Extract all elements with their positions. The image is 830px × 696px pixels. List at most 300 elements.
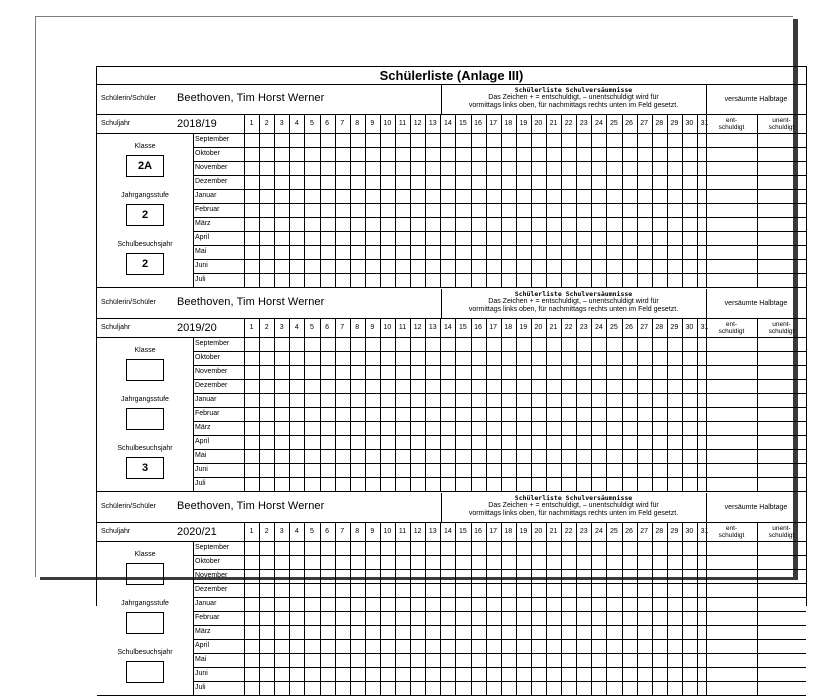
month-label: Dezember <box>195 586 228 593</box>
grid-line <box>350 114 351 287</box>
day-number: 15 <box>459 528 467 535</box>
day-number: 22 <box>564 528 573 535</box>
grid-line <box>193 231 806 232</box>
day-number: 26 <box>625 324 633 331</box>
student-label: Schülerin/Schüler <box>101 503 156 510</box>
grid-line <box>193 203 806 204</box>
day-number: 10 <box>383 120 392 127</box>
note-heading: Schülerliste Schulversäumnisse <box>514 290 633 298</box>
note-heading: Schülerliste Schulversäumnisse <box>514 86 633 94</box>
day-number: 22 <box>564 120 573 127</box>
grid-line <box>576 522 577 695</box>
day-number: 4 <box>294 528 299 535</box>
grid-line <box>304 114 305 287</box>
grid-line <box>706 85 707 287</box>
grid-line <box>320 522 321 695</box>
klasse-box[interactable] <box>126 359 164 381</box>
grid-line <box>193 667 806 668</box>
grid-line <box>486 522 487 695</box>
day-number: 3 <box>279 324 284 331</box>
day-number: 30 <box>685 324 694 331</box>
grid-line <box>425 114 426 287</box>
grid-line <box>757 114 758 287</box>
day-number: 7 <box>340 324 345 331</box>
day-number: 7 <box>340 528 345 535</box>
grid-line <box>304 522 305 695</box>
month-label: März <box>195 628 211 635</box>
klasse-label: Klasse <box>134 551 156 558</box>
day-number: 18 <box>504 528 513 535</box>
month-label: September <box>195 544 230 551</box>
day-number: 28 <box>655 528 664 535</box>
grid-line <box>193 463 806 464</box>
grid-line <box>637 522 638 695</box>
month-label: Juni <box>195 670 208 677</box>
grid-line <box>289 318 290 491</box>
day-number: 17 <box>489 120 498 127</box>
day-number: 1 <box>249 120 254 127</box>
grid-line <box>193 189 806 190</box>
note-line-1: Das Zeichen + = entschuldigt, – unentschuldigt wird für <box>488 298 659 305</box>
day-number: 25 <box>610 120 618 127</box>
day-number: 19 <box>519 528 528 535</box>
grid-line <box>193 435 806 436</box>
grid-line <box>380 522 381 695</box>
day-number: 17 <box>489 324 498 331</box>
month-label: Juli <box>195 684 206 691</box>
note-line-2: vormittags links oben, für nachmittags rechts unten im Feld gesetzt. <box>468 102 679 109</box>
day-number: 14 <box>443 324 452 331</box>
student-name: Beethoven, Tim Horst Werner <box>177 500 325 512</box>
grid-line <box>455 318 456 491</box>
month-label: Dezember <box>195 178 228 185</box>
day-number: 11 <box>398 528 407 535</box>
grid-line <box>193 393 806 394</box>
unentschuldigt-header: unent- schuldigt <box>768 525 795 539</box>
grid-line <box>289 522 290 695</box>
grid-line <box>395 522 396 695</box>
day-number: 16 <box>474 324 482 331</box>
schuljahr-value: 2019/20 <box>177 322 217 334</box>
month-label: Dezember <box>195 382 228 389</box>
grid-line <box>561 114 562 287</box>
note-line-1: Das Zeichen + = entschuldigt, – unentschuldigt wird für <box>488 94 659 101</box>
day-number: 5 <box>309 324 314 331</box>
schulbesuchsjahr-box[interactable]: 2 <box>126 253 164 275</box>
grid-line <box>395 318 396 491</box>
grid-line <box>706 289 707 491</box>
grid-line <box>193 583 806 584</box>
grid-line <box>320 318 321 491</box>
grid-line <box>193 421 806 422</box>
grid-line <box>193 245 806 246</box>
grid-line <box>193 259 806 260</box>
month-label: Januar <box>195 396 217 403</box>
grid-line <box>591 522 592 695</box>
grid-line <box>471 318 472 491</box>
grid-line <box>667 114 668 287</box>
grid-line <box>193 597 806 598</box>
month-label: April <box>195 642 210 649</box>
month-label: Juni <box>195 262 208 269</box>
day-number: 29 <box>670 120 679 127</box>
month-label: Februar <box>195 614 220 621</box>
grid-line <box>335 114 336 287</box>
schulbesuchsjahr-box[interactable] <box>126 661 164 683</box>
day-number: 21 <box>549 120 558 127</box>
schuljahr-label: Schuljahr <box>101 120 131 127</box>
day-number: 8 <box>355 528 360 535</box>
month-label: November <box>195 368 228 375</box>
grid-line <box>365 114 366 287</box>
grid-line <box>516 522 517 695</box>
schulbesuchsjahr-label: Schulbesuchsjahr <box>117 241 173 248</box>
grid-line <box>591 114 592 287</box>
day-number: 26 <box>625 120 633 127</box>
day-number: 23 <box>579 324 588 331</box>
grid-line <box>697 522 698 695</box>
grid-line <box>193 273 806 274</box>
klasse-label: Klasse <box>134 143 156 150</box>
schuljahr-value: 2018/19 <box>177 118 217 130</box>
day-number: 23 <box>579 528 588 535</box>
grid-line <box>193 147 806 148</box>
schuljahr-label: Schuljahr <box>101 528 131 535</box>
grid-line <box>365 318 366 491</box>
versaeumte-halbtage-label: versäumte Halbtage <box>724 504 788 511</box>
day-number: 27 <box>640 324 649 331</box>
schuelerliste-sheet <box>96 66 807 691</box>
day-number: 6 <box>325 120 329 127</box>
day-number: 14 <box>443 528 452 535</box>
unentschuldigt-header: unent- schuldigt <box>768 321 795 335</box>
grid-line <box>546 114 547 287</box>
month-label: Januar <box>195 192 217 199</box>
jahrgangsstufe-box[interactable]: 2 <box>126 204 164 226</box>
grid-line <box>244 318 245 491</box>
month-label: November <box>195 164 228 171</box>
grid-line <box>652 522 653 695</box>
day-number: 31 <box>700 324 709 331</box>
jahrgangsstufe-box[interactable] <box>126 612 164 634</box>
day-number: 18 <box>504 324 513 331</box>
day-number: 25 <box>610 324 618 331</box>
entschuldigt-header: ent- schuldigt <box>718 525 745 539</box>
month-label: Oktober <box>195 150 220 157</box>
day-number: 24 <box>594 528 603 535</box>
grid-line <box>244 114 245 287</box>
grid-line <box>667 318 668 491</box>
day-number: 20 <box>534 120 543 127</box>
grid-line <box>335 318 336 491</box>
grid-line <box>622 114 623 287</box>
day-number: 31 <box>700 120 709 127</box>
month-label: Juli <box>195 276 206 283</box>
student-label: Schülerin/Schüler <box>101 299 156 306</box>
month-label: Februar <box>195 410 220 417</box>
grid-line <box>501 318 502 491</box>
grid-line <box>697 114 698 287</box>
schuljahr-value: 2020/21 <box>177 526 217 538</box>
grid-line <box>440 522 441 695</box>
grid-line <box>757 522 758 695</box>
day-number: 29 <box>670 324 679 331</box>
jahrgangsstufe-label: Jahrgangsstufe <box>121 396 169 403</box>
grid-line <box>193 569 806 570</box>
grid-line <box>193 449 806 450</box>
day-number: 1 <box>249 528 254 535</box>
grid-line <box>606 522 607 695</box>
grid-line <box>193 161 806 162</box>
day-number: 2 <box>264 120 269 127</box>
versaeumte-halbtage-label: versäumte Halbtage <box>724 300 788 307</box>
grid-line <box>193 477 806 478</box>
grid-line <box>652 114 653 287</box>
day-number: 6 <box>325 324 329 331</box>
day-number: 8 <box>355 324 360 331</box>
grid-line <box>365 522 366 695</box>
day-number: 20 <box>534 324 543 331</box>
month-label: März <box>195 220 211 227</box>
schulbesuchsjahr-label: Schulbesuchsjahr <box>117 649 173 656</box>
day-number: 6 <box>325 528 329 535</box>
grid-line <box>350 318 351 491</box>
grid-line <box>193 681 806 682</box>
grid-line <box>606 318 607 491</box>
grid-line <box>193 639 806 640</box>
grid-line <box>193 365 806 366</box>
month-label: Januar <box>195 600 217 607</box>
grid-line <box>193 351 806 352</box>
grid-line <box>546 318 547 491</box>
grid-line <box>244 522 245 695</box>
grid-line <box>380 318 381 491</box>
student-name: Beethoven, Tim Horst Werner <box>177 296 325 308</box>
grid-line <box>193 653 806 654</box>
grid-line <box>471 522 472 695</box>
grid-line <box>410 522 411 695</box>
grid-line <box>561 318 562 491</box>
day-number: 4 <box>294 324 299 331</box>
grid-line <box>455 522 456 695</box>
month-label: November <box>195 572 228 579</box>
note-line-2: vormittags links oben, für nachmittags rechts unten im Feld gesetzt. <box>468 510 679 517</box>
grid-line <box>486 318 487 491</box>
month-label: September <box>195 136 230 143</box>
grid-line <box>622 522 623 695</box>
klasse-box[interactable]: 2A <box>126 155 164 177</box>
month-label: April <box>195 438 210 445</box>
grid-line <box>97 318 806 319</box>
day-number: 28 <box>655 324 664 331</box>
month-label: September <box>195 340 230 347</box>
grid-line <box>667 522 668 695</box>
day-number: 8 <box>355 120 360 127</box>
grid-line <box>606 114 607 287</box>
day-number: 15 <box>459 324 467 331</box>
grid-line <box>289 114 290 287</box>
day-number: 11 <box>398 324 407 331</box>
day-number: 22 <box>564 324 573 331</box>
grid-line <box>410 318 411 491</box>
day-number: 30 <box>685 528 694 535</box>
grid-line <box>425 318 426 491</box>
day-number: 21 <box>549 528 558 535</box>
grid-line <box>274 318 275 491</box>
grid-line <box>516 114 517 287</box>
grid-line <box>350 522 351 695</box>
grid-line <box>440 114 441 287</box>
grid-line <box>193 625 806 626</box>
grid-line <box>304 318 305 491</box>
day-number: 2 <box>264 324 269 331</box>
grid-line <box>682 114 683 287</box>
grid-line <box>576 318 577 491</box>
day-number: 5 <box>309 528 314 535</box>
grid-line <box>320 114 321 287</box>
grid-line <box>501 114 502 287</box>
day-number: 13 <box>428 528 437 535</box>
day-number: 12 <box>413 120 422 127</box>
grid-line <box>193 175 806 176</box>
day-number: 14 <box>443 120 452 127</box>
day-number: 7 <box>340 120 345 127</box>
day-number: 21 <box>549 324 558 331</box>
grid-line <box>637 114 638 287</box>
day-number: 16 <box>474 120 482 127</box>
grid-line <box>259 522 260 695</box>
day-number: 18 <box>504 120 513 127</box>
day-number: 26 <box>625 528 633 535</box>
day-number: 30 <box>685 120 694 127</box>
grid-line <box>97 287 806 288</box>
month-label: Mai <box>195 452 207 459</box>
grid-line <box>637 318 638 491</box>
grid-line <box>97 522 806 523</box>
day-number: 10 <box>383 528 392 535</box>
grid-line <box>395 114 396 287</box>
day-number: 13 <box>428 120 437 127</box>
grid-line <box>193 611 806 612</box>
month-label: Mai <box>195 248 207 255</box>
grid-line <box>97 491 806 492</box>
versaeumte-halbtage-label: versäumte Halbtage <box>724 96 788 103</box>
student-label: Schülerin/Schüler <box>101 95 156 102</box>
day-number: 27 <box>640 120 649 127</box>
grid-line <box>380 114 381 287</box>
grid-line <box>682 522 683 695</box>
day-number: 17 <box>489 528 498 535</box>
day-number: 1 <box>249 324 254 331</box>
grid-line <box>546 522 547 695</box>
day-number: 23 <box>579 120 588 127</box>
grid-line <box>274 114 275 287</box>
day-number: 13 <box>428 324 437 331</box>
month-label: März <box>195 424 211 431</box>
grid-line <box>706 493 707 695</box>
jahrgangsstufe-box[interactable] <box>126 408 164 430</box>
day-number: 16 <box>474 528 482 535</box>
month-label: Mai <box>195 656 207 663</box>
day-number: 24 <box>594 324 603 331</box>
grid-line <box>193 217 806 218</box>
month-label: Oktober <box>195 558 220 565</box>
entschuldigt-header: ent- schuldigt <box>718 321 745 335</box>
note-line-1: Das Zeichen + = entschuldigt, – unentschuldigt wird für <box>488 502 659 509</box>
day-number: 28 <box>655 120 664 127</box>
day-number: 29 <box>670 528 679 535</box>
sheet-title: Schülerliste (Anlage III) <box>97 67 806 85</box>
document-page <box>35 16 795 691</box>
day-number: 15 <box>459 120 467 127</box>
grid-line <box>335 522 336 695</box>
grid-line <box>652 318 653 491</box>
grid-line <box>531 318 532 491</box>
day-number: 9 <box>370 120 375 127</box>
grid-line <box>259 114 260 287</box>
grid-line <box>622 318 623 491</box>
grid-line <box>193 407 806 408</box>
grid-line <box>259 318 260 491</box>
month-label: April <box>195 234 210 241</box>
student-name: Beethoven, Tim Horst Werner <box>177 92 325 104</box>
entschuldigt-header: ent- schuldigt <box>718 117 745 131</box>
note-heading: Schülerliste Schulversäumnisse <box>514 494 633 502</box>
grid-line <box>193 379 806 380</box>
day-number: 9 <box>370 324 375 331</box>
month-label: Oktober <box>195 354 220 361</box>
grid-line <box>97 114 806 115</box>
day-number: 2 <box>264 528 269 535</box>
day-number: 5 <box>309 120 314 127</box>
day-number: 12 <box>413 528 422 535</box>
grid-line <box>455 114 456 287</box>
grid-line <box>531 114 532 287</box>
day-number: 27 <box>640 528 649 535</box>
day-number: 31 <box>700 528 709 535</box>
schuljahr-label: Schuljahr <box>101 324 131 331</box>
grid-line <box>561 522 562 695</box>
grid-line <box>516 318 517 491</box>
day-number: 3 <box>279 120 284 127</box>
day-number: 4 <box>294 120 299 127</box>
month-label: Juli <box>195 480 206 487</box>
unentschuldigt-header: unent- schuldigt <box>768 117 795 131</box>
month-label: Februar <box>195 206 220 213</box>
jahrgangsstufe-label: Jahrgangsstufe <box>121 192 169 199</box>
day-number: 19 <box>519 120 528 127</box>
grid-line <box>757 318 758 491</box>
grid-line <box>591 318 592 491</box>
day-number: 3 <box>279 528 284 535</box>
day-number: 11 <box>398 120 407 127</box>
grid-line <box>425 522 426 695</box>
grid-line <box>531 522 532 695</box>
klasse-box[interactable] <box>126 563 164 585</box>
jahrgangsstufe-label: Jahrgangsstufe <box>121 600 169 607</box>
day-number: 24 <box>594 120 603 127</box>
grid-line <box>410 114 411 287</box>
grid-line <box>501 522 502 695</box>
klasse-label: Klasse <box>134 347 156 354</box>
schulbesuchsjahr-box[interactable]: 3 <box>126 457 164 479</box>
note-line-2: vormittags links oben, für nachmittags rechts unten im Feld gesetzt. <box>468 306 679 313</box>
grid-line <box>193 555 806 556</box>
day-number: 10 <box>383 324 392 331</box>
schulbesuchsjahr-label: Schulbesuchsjahr <box>117 445 173 452</box>
day-number: 12 <box>413 324 422 331</box>
grid-line <box>471 114 472 287</box>
